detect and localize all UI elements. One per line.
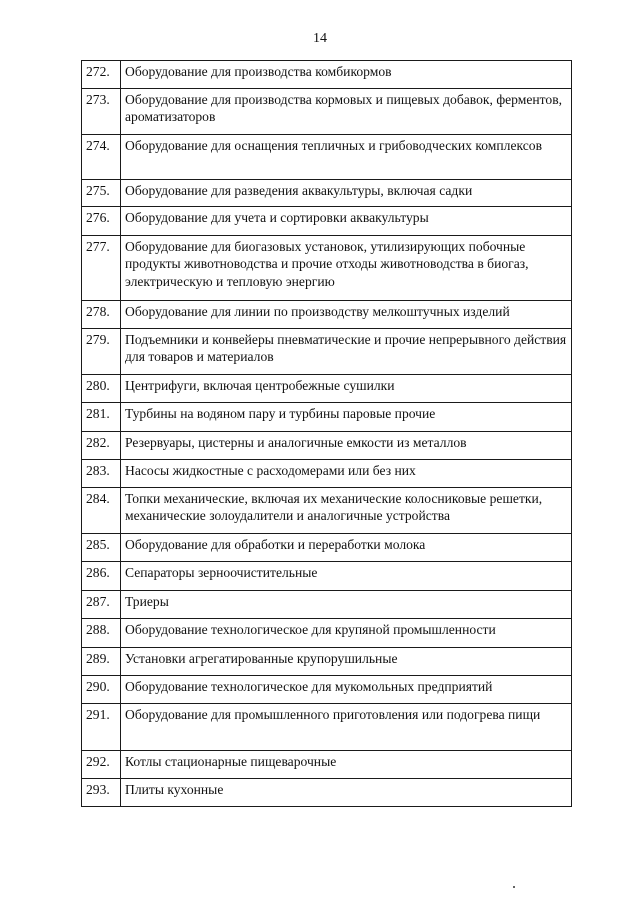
item-number: 287. <box>82 591 121 619</box>
item-description: Оборудование технологическое для крупяной промышленности <box>121 619 572 648</box>
item-number: 272. <box>82 61 121 89</box>
item-number: 281. <box>82 403 121 432</box>
item-number: 286. <box>82 562 121 591</box>
item-description: Центрифуги, включая центробежные сушилки <box>121 375 572 403</box>
item-description: Топки механические, включая их механические колосниковые решетки, механические золоудалители и аналогичные устройства <box>121 488 572 534</box>
table-row <box>82 488 572 534</box>
item-number: 284. <box>82 488 121 534</box>
item-number: 293. <box>82 779 121 807</box>
table-row <box>82 375 572 403</box>
item-description: Подъемники и конвейеры пневматические и прочие непрерывного действия для товаров и материалов <box>121 329 572 375</box>
item-number: 292. <box>82 751 121 779</box>
table-row <box>82 676 572 704</box>
item-description: Оборудование для учета и сортировки аквакультуры <box>121 207 572 236</box>
item-number: 283. <box>82 460 121 488</box>
item-description: Оборудование для биогазовых установок, утилизирующих побочные продукты животноводства и прочие отходы животноводства в биогаз, электрическую и тепловую энергию <box>121 236 572 301</box>
table-row <box>82 61 572 89</box>
item-number: 282. <box>82 432 121 460</box>
item-number: 275. <box>82 180 121 207</box>
table-row <box>82 648 572 676</box>
item-description: Оборудование технологическое для мукомольных предприятий <box>121 676 572 704</box>
item-description: Оборудование для промышленного приготовления или подогрева пищи <box>121 704 572 751</box>
item-description: Установки агрегатированные крупорушильные <box>121 648 572 676</box>
item-number: 285. <box>82 534 121 562</box>
item-description: Плиты кухонные <box>121 779 572 807</box>
table-row <box>82 207 572 236</box>
table-row <box>82 460 572 488</box>
item-number: 291. <box>82 704 121 751</box>
table-row <box>82 301 572 329</box>
table-row <box>82 236 572 301</box>
item-number: 273. <box>82 89 121 135</box>
table-row <box>82 329 572 375</box>
table-row <box>82 591 572 619</box>
item-description: Резервуары, цистерны и аналогичные емкости из металлов <box>121 432 572 460</box>
item-number: 280. <box>82 375 121 403</box>
item-number: 274. <box>82 135 121 180</box>
item-number: 288. <box>82 619 121 648</box>
item-description: Оборудование для обработки и переработки молока <box>121 534 572 562</box>
scan-speck <box>513 886 515 888</box>
item-description: Оборудование для разведения аквакультуры, включая садки <box>121 180 572 207</box>
item-number: 289. <box>82 648 121 676</box>
table-row <box>82 779 572 807</box>
item-description: Оборудование для производства кормовых и пищевых добавок, ферментов, ароматизаторов <box>121 89 572 135</box>
item-description: Сепараторы зерноочистительные <box>121 562 572 591</box>
table-row <box>82 89 572 135</box>
item-description: Оборудование для производства комбикормов <box>121 61 572 89</box>
table-row <box>82 704 572 751</box>
item-description: Оборудование для линии по производству мелкоштучных изделий <box>121 301 572 329</box>
page-number: 14 <box>313 31 327 46</box>
table-row <box>82 403 572 432</box>
item-description: Триеры <box>121 591 572 619</box>
table-row <box>82 135 572 180</box>
item-description: Оборудование для оснащения тепличных и грибоводческих комплексов <box>121 135 572 180</box>
equipment-table <box>81 60 572 807</box>
item-number: 279. <box>82 329 121 375</box>
item-description: Котлы стационарные пищеварочные <box>121 751 572 779</box>
item-description: Насосы жидкостные с расходомерами или без них <box>121 460 572 488</box>
table-row <box>82 562 572 591</box>
item-number: 277. <box>82 236 121 301</box>
table-row <box>82 534 572 562</box>
item-number: 290. <box>82 676 121 704</box>
table-row <box>82 180 572 207</box>
table-row <box>82 432 572 460</box>
equipment-table-body <box>82 61 572 807</box>
item-number: 276. <box>82 207 121 236</box>
table-row <box>82 619 572 648</box>
item-number: 278. <box>82 301 121 329</box>
table-row <box>82 751 572 779</box>
item-description: Турбины на водяном пару и турбины паровые прочие <box>121 403 572 432</box>
